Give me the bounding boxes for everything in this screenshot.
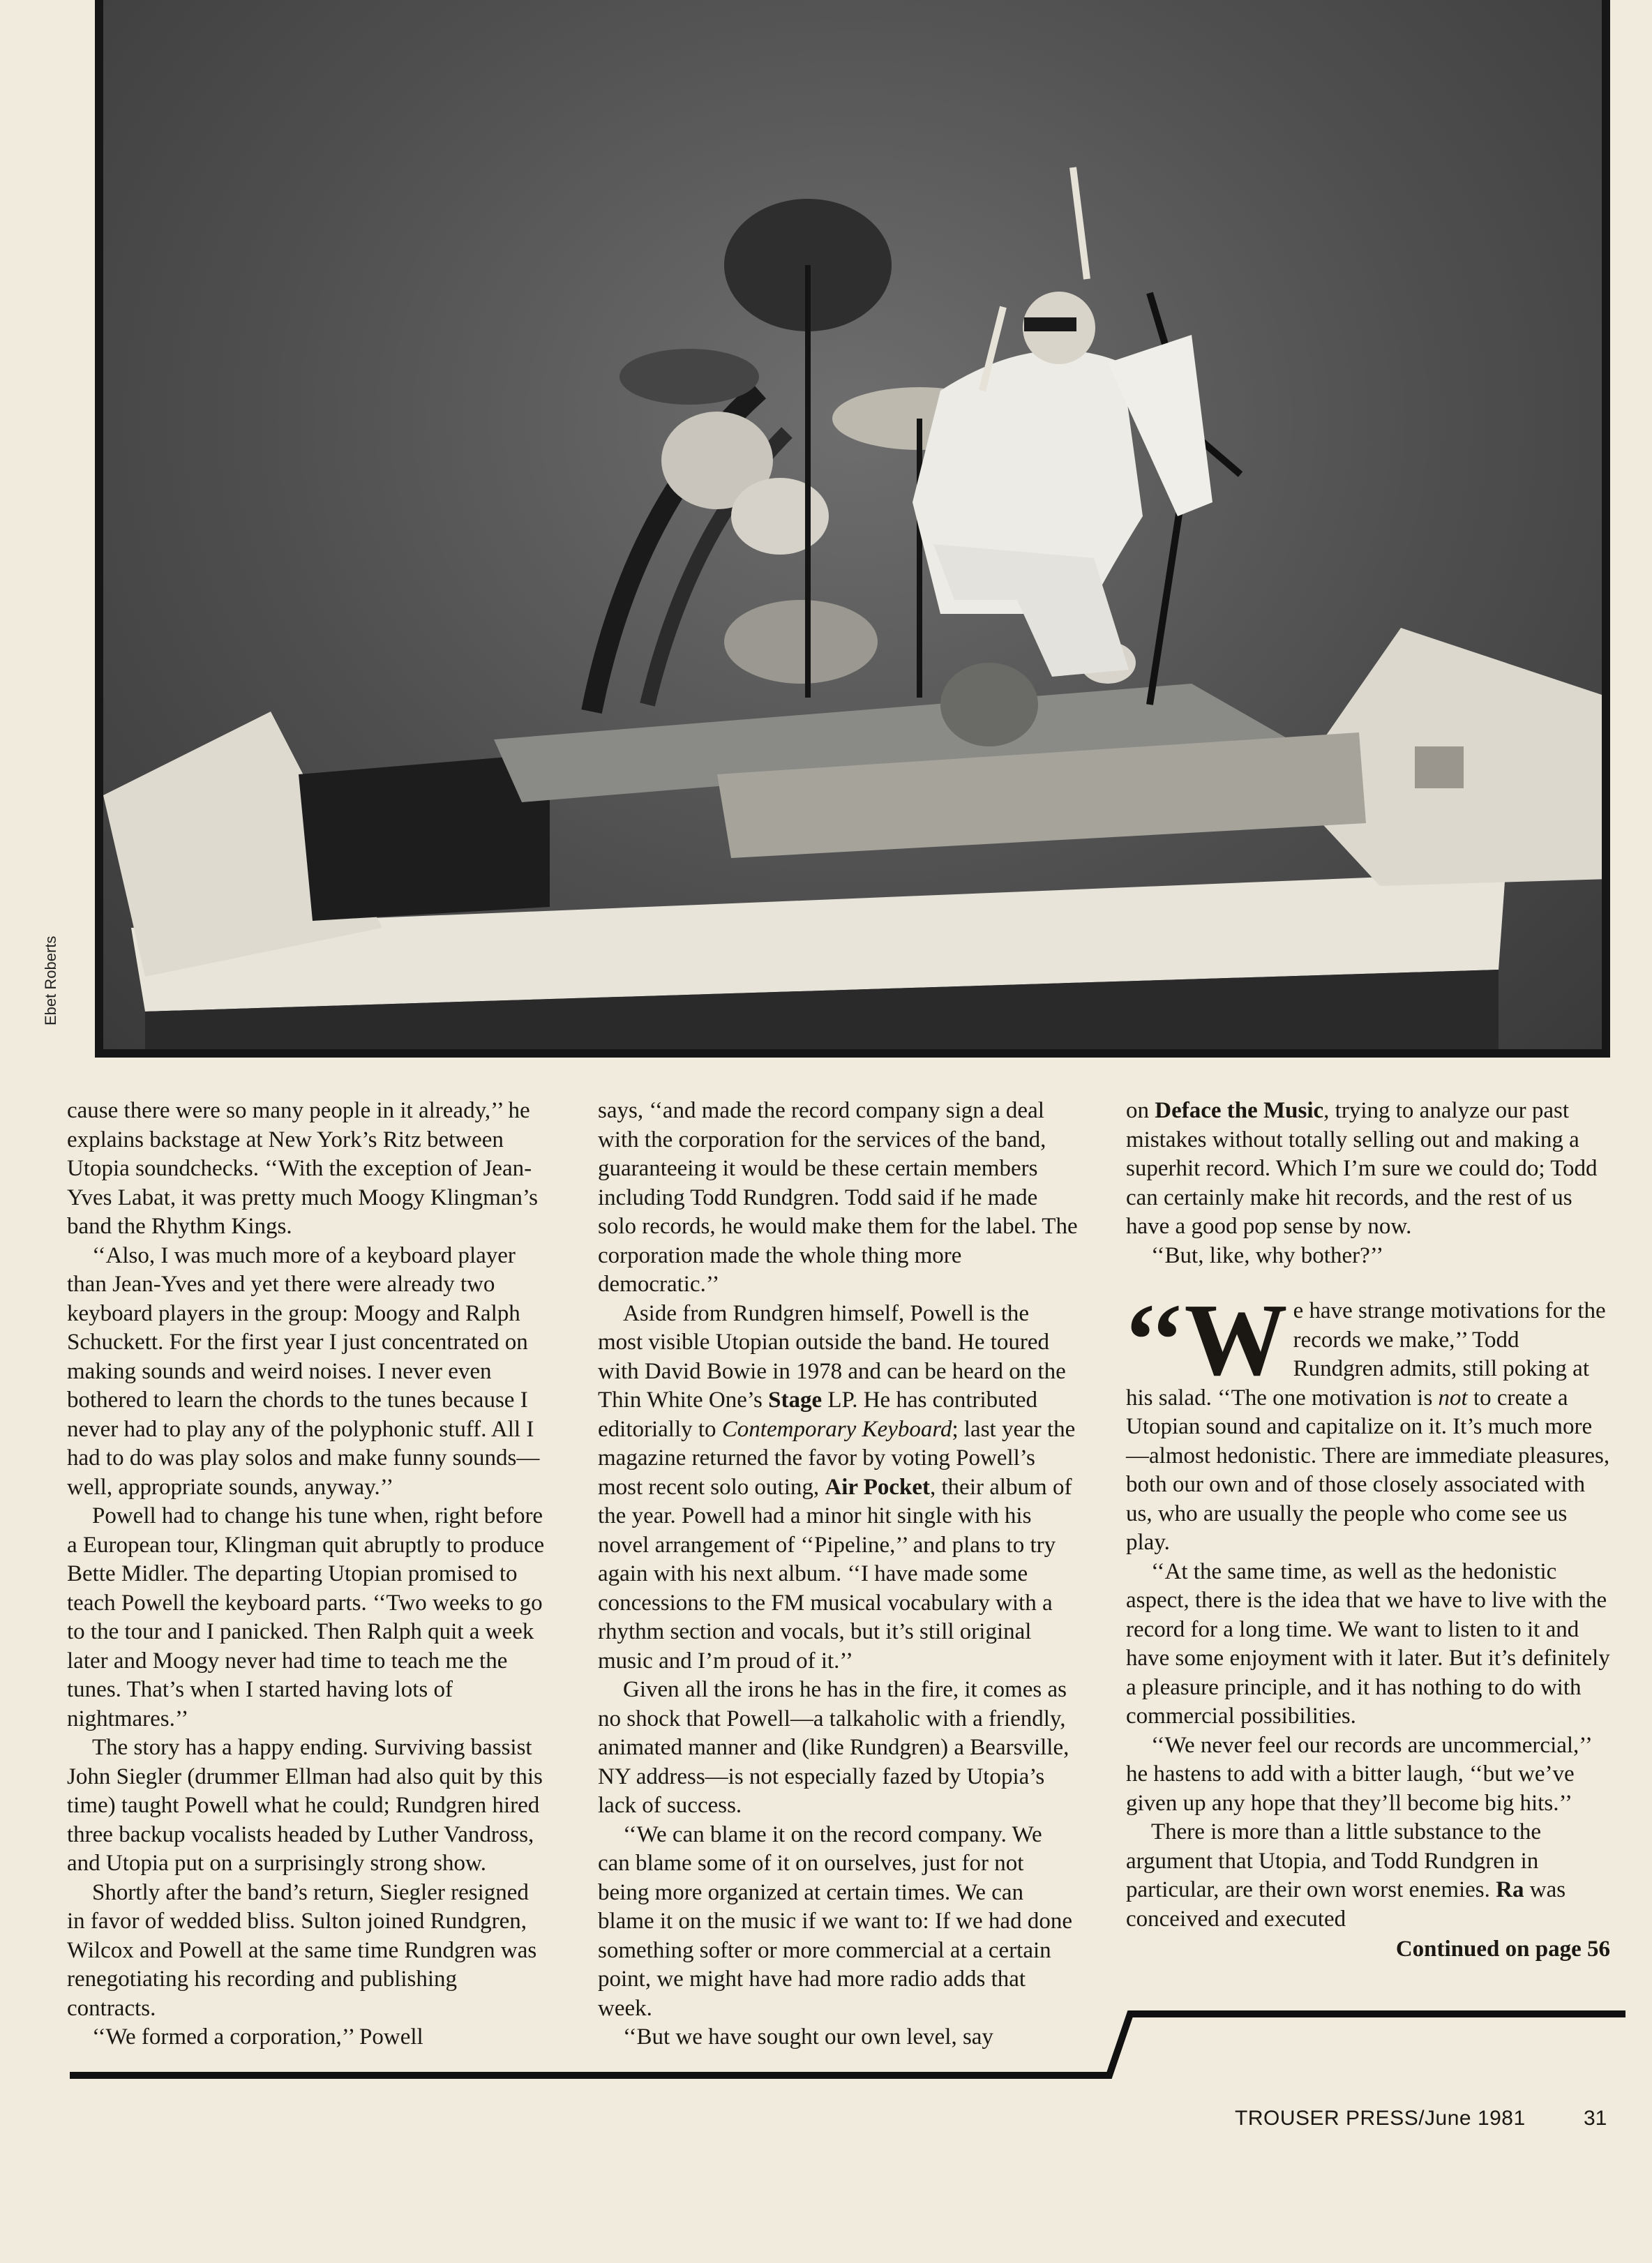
footer-rule (0, 2009, 1652, 2079)
concert-photo (95, 0, 1610, 1058)
paragraph: ‘‘But we have sought our own level, say (623, 2024, 993, 2050)
column-1 (67, 1097, 547, 2052)
column-2 (598, 1097, 1079, 2052)
page-number: 31 (1584, 2107, 1607, 2130)
paragraph: says, ‘‘and made the record company sign a deal with the corporation for the services of the band, guaranteeing it would be these certain members including Todd Rundgren. Todd said if he made solo records, he would make them for the label. The corporation made the whole thing more democratic.’’ (598, 1098, 1078, 1297)
album-title: Air Pocket (825, 1474, 930, 1500)
paragraph: ‘‘We never feel our records are uncommercial,’’ he hastens to add with a bitter laugh, ‘‘but we’ve given up any hope that they’ll become big hits.’’ (1126, 1732, 1591, 1816)
paragraph: Shortly after the band’s return, Siegler resigned in favor of wedded bliss. Sulton joined Rundgren, Wilcox and Powell at the same time Rundgren was renegotiating his recording and publishing contracts. (67, 1879, 537, 2021)
paragraph: Powell had to change his tune when, right before a European tour, Klingman quit abruptly to produce Bette Midler. The departing Utopian promised to teach Powell the keyboard parts. ‘‘Two weeks to go to the tour and I panicked. Then Ralph quit a week later and Moogy never had time to teach me the tunes. That’s when I started having lots of nightmares.’’ (67, 1503, 545, 1731)
paragraph: cause there were so many people in it already,’’ he explains backstage at New York’s Ritz between Utopia soundchecks. ‘‘With the exception of Jean-Yves Labat, it was pretty much Moogy Klingman’s band the Rhythm Kings. (67, 1098, 538, 1239)
album-title: Ra (1496, 1877, 1524, 1902)
column-3 (1123, 1097, 1610, 1964)
paragraph: Aside from Rundgren himself, Powell is the most visible Utopian outside the band. He toured with David Bowie in 1978 and can be heard on the Thin White One’s Stage LP. He has contributed editorially to Contemporary Keyboard; last year the magazine returned the favor by voting Powell’s most recent solo outing, Air Pocket, their album of the year. Powell had a minor hit single with his novel arrangement of ‘‘Pipeline,’’ and plans to try again with his next album. ‘‘I have made some concessions to the FM musical vocabulary with a rhythm section and vocals, but it’s still original music and I’m proud of it.’’ (598, 1300, 1076, 1674)
album-title: Stage (768, 1388, 823, 1413)
paragraph: ‘‘At the same time, as well as the hedonistic aspect, there is the idea that we have to live with the record for a long time. We want to listen to it and have some enjoyment with it later. But it’s definitely a pleasure principle, and it has nothing to do with commercial possibilities. (1126, 1558, 1610, 1729)
photo-credit: Ebet Roberts (42, 935, 59, 1025)
paragraph: ‘‘Also, I was much more of a keyboard player than Jean-Yves and yet there were already two keyboard players in the group: Moogy and Ralph Schuckett. For the first year I just concentrated on making sounds and weird noises. I never even bothered to learn the chords to the tunes because I never had to play any of the polyphonic stuff. All I had to do was play solos and make funny sounds—well, appropriate sounds, anyway.’’ (67, 1242, 540, 1500)
drop-cap: ‘‘W (1123, 1283, 1288, 1397)
publication-line: TROUSER PRESS/June 1981 (1235, 2107, 1526, 2130)
paragraph: ‘‘W e have strange motivations for the records we make,’’ Todd Rundgren admits, still poking at his salad. ‘‘The one motivation is not to create a Utopian sound and capitalize on it. It’s much more—almost hedonistic. There are immediate pleasures, both our own and of those closely associated with us, who are usually the people who come see us play. (1123, 1283, 1610, 1555)
paragraph: ‘‘We formed a corporation,’’ Powell (92, 2024, 423, 2050)
paragraph: There is more than a little substance to the argument that Utopia, and Todd Rundgren in particular, are their own worst enemies. Ra was conceived and executed (1126, 1819, 1566, 1932)
magazine-title: Contemporary Keyboard (721, 1416, 952, 1442)
paragraph: The story has a happy ending. Surviving bassist John Siegler (drummer Ellman had also quit by this time) taught Powell what he could; Rundgren hired three backup vocalists headed by Luther Vandross, and Utopia put on a surprisingly strong show. (67, 1735, 543, 1876)
continued-note: Continued on page 56 (1395, 1937, 1610, 1962)
drummer-illustration (103, 0, 1602, 1049)
paragraph: ‘‘But, like, why bother?’’ (1151, 1242, 1384, 1268)
paragraph: on Deface the Music, trying to analyze our past mistakes without totally selling out and making a superhit record. Which I’m sure we could do; Todd can certainly make hit records, and the rest of us have a good pop sense by now. (1126, 1098, 1598, 1239)
album-title: Deface the Music (1155, 1098, 1324, 1123)
paragraph: Given all the irons he has in the fire, it comes as no shock that Powell—a talkaholic with a friendly, animated manner and (like Rundgren) a Bearsville, NY address—is not especially fazed by Utopia’s lack of success. (598, 1677, 1069, 1818)
paragraph: ‘‘We can blame it on the record company. We can blame some of it on ourselves, just for not being more organized at certain times. We can blame it on the music if we want to: If we had done something softer or more commercial at a certain point, we might have had more radio adds that week. (598, 1821, 1072, 2021)
